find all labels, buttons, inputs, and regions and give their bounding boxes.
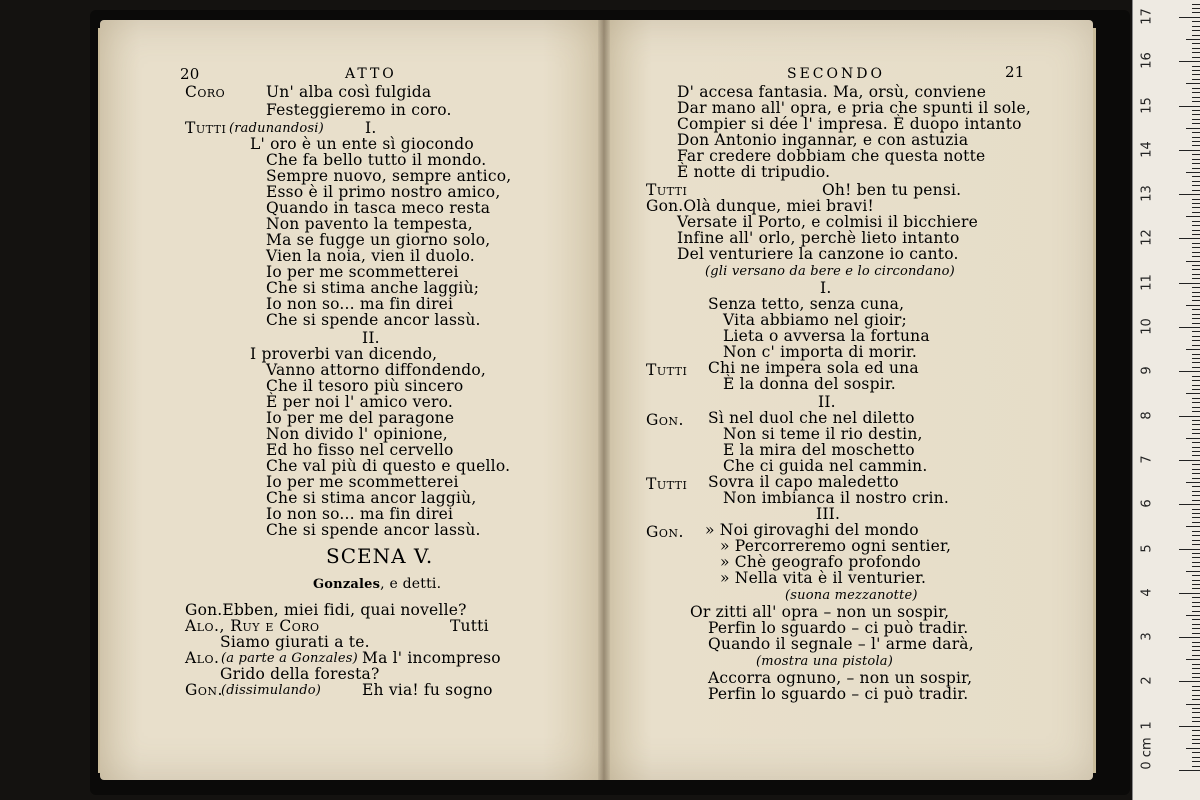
- ruler-tick: [1186, 526, 1200, 527]
- ruler-label: 17: [1139, 8, 1155, 25]
- ruler-tick: [1192, 331, 1200, 332]
- ruler-tick: [1186, 438, 1200, 439]
- stanza-number: I.: [820, 279, 832, 297]
- ruler-tick: [1192, 145, 1200, 146]
- dialogue-line: Far credere dobbiam che questa notte: [677, 147, 986, 165]
- ruler-tick: [1192, 30, 1200, 31]
- ruler-tick: [1192, 35, 1200, 36]
- ruler-label: 3: [1139, 632, 1155, 641]
- dialogue-line: È notte di tripudio.: [677, 163, 831, 181]
- ruler-label: 1: [1139, 721, 1155, 730]
- verse-line: Perfin lo sguardo – ci può tradir.: [708, 619, 969, 637]
- ruler-tick: [1192, 181, 1200, 182]
- ruler-label: 7: [1139, 455, 1155, 464]
- ruler-tick: [1192, 256, 1200, 257]
- verse-line: Ed ho fisso nel cervello: [266, 441, 454, 459]
- stanza-number: II.: [818, 393, 836, 411]
- running-header-right: SECONDO: [787, 66, 885, 82]
- verse-line: Perfin lo sguardo – ci può tradir.: [708, 685, 969, 703]
- ruler-tick: [1186, 216, 1200, 217]
- ruler-tick: [1186, 349, 1200, 350]
- ruler-tick: [1179, 238, 1200, 239]
- ruler-label: 0 cm: [1139, 737, 1155, 770]
- ruler-tick: [1192, 686, 1200, 687]
- ruler-tick: [1192, 314, 1200, 315]
- dialogue-line: Gon.Olà dunque, miei bravi!: [646, 197, 874, 215]
- verse-line: Sempre nuovo, sempre antico,: [266, 167, 512, 185]
- ruler-tick: [1192, 274, 1200, 275]
- ruler-tick: [1192, 212, 1200, 213]
- stanza-number: II.: [362, 329, 380, 347]
- ruler-tick: [1192, 712, 1200, 713]
- ruler-tick: [1186, 261, 1200, 262]
- speaker-label: Tutti: [185, 119, 227, 137]
- ruler-tick: [1192, 398, 1200, 399]
- ruler-tick: [1192, 757, 1200, 758]
- ruler-tick: [1186, 571, 1200, 572]
- ruler-tick: [1192, 695, 1200, 696]
- ruler-tick: [1192, 101, 1200, 102]
- ruler-tick: [1179, 150, 1200, 151]
- ruler-tick: [1192, 743, 1200, 744]
- ruler-tick: [1192, 287, 1200, 288]
- ruler-tick: [1192, 318, 1200, 319]
- dialogue-line: D' accesa fantasia. Ma, orsù, conviene: [677, 83, 987, 101]
- ruler-tick: [1192, 478, 1200, 479]
- dialogue-line: Grido della foresta?: [220, 665, 380, 683]
- ruler-label: 5: [1139, 543, 1155, 553]
- verse-line: Che fa bello tutto il mondo.: [266, 151, 487, 169]
- page-number-left: 20: [180, 65, 200, 83]
- ruler-tick: [1179, 770, 1200, 771]
- stage-direction: (mostra una pistola): [756, 654, 894, 669]
- verse-line: Io per me scommetterei: [266, 263, 459, 281]
- ruler-tick: [1192, 74, 1200, 75]
- stage-direction: (gli versano da bere e lo circondano): [705, 264, 955, 279]
- verse-line: Che val più di questo e quello.: [266, 457, 511, 475]
- ruler-tick: [1192, 584, 1200, 585]
- ruler-label: 11: [1139, 273, 1155, 291]
- ruler-tick: [1179, 61, 1200, 62]
- ruler-tick: [1186, 83, 1200, 84]
- ruler-tick: [1192, 429, 1200, 430]
- ruler-tick: [1192, 92, 1200, 93]
- ruler-tick: [1192, 646, 1200, 647]
- ruler-tick: [1192, 491, 1200, 492]
- ruler-tick: [1192, 8, 1200, 9]
- ruler-tick: [1192, 540, 1200, 541]
- ruler-tick: [1192, 451, 1200, 452]
- verse-line: Non imbianca il nostro crin.: [723, 489, 949, 507]
- ruler-tick: [1192, 575, 1200, 576]
- ruler-tick: [1179, 17, 1200, 18]
- dialogue-line: Ma l' incompreso: [362, 649, 501, 667]
- ruler-tick: [1186, 172, 1200, 173]
- verse-line: Che ci guida nel cammin.: [723, 457, 928, 475]
- ruler-tick: [1179, 504, 1200, 505]
- ruler-tick: [1192, 362, 1200, 363]
- scene-characters-rest: , e detti.: [380, 576, 442, 592]
- ruler-tick: [1192, 252, 1200, 253]
- verse-line: Non pavento la tempesta,: [266, 215, 473, 233]
- ruler-tick: [1192, 730, 1200, 731]
- ruler-tick: [1192, 402, 1200, 403]
- ruler-tick: [1192, 761, 1200, 762]
- ruler-tick: [1192, 141, 1200, 142]
- ruler-tick: [1192, 230, 1200, 231]
- verse-line: Io non so... ma fin direi: [266, 505, 454, 523]
- ruler-tick: [1192, 278, 1200, 279]
- ruler-tick: [1192, 739, 1200, 740]
- ruler-tick: [1192, 185, 1200, 186]
- speaker-label: Alo.: [185, 649, 220, 667]
- ruler-tick: [1192, 611, 1200, 612]
- ruler-tick: [1192, 296, 1200, 297]
- verse-line: Sovra il capo maledetto: [708, 473, 899, 491]
- dialogue-line: Versate il Porto, e colmisi il bicchiere: [677, 213, 979, 231]
- speaker-label: Tutti: [646, 475, 688, 493]
- ruler-tick: [1192, 766, 1200, 767]
- ruler-tick: [1192, 114, 1200, 115]
- ruler-tick: [1192, 12, 1200, 13]
- ruler-tick: [1192, 442, 1200, 443]
- ruler-tick: [1192, 225, 1200, 226]
- ruler-tick: [1179, 106, 1200, 107]
- ruler-tick: [1186, 39, 1200, 40]
- ruler-tick: [1192, 602, 1200, 603]
- ruler-tick: [1186, 659, 1200, 660]
- verse-line: Non divido l' opinione,: [266, 425, 448, 443]
- ruler-tick: [1192, 557, 1200, 558]
- ruler-tick: [1186, 482, 1200, 483]
- verse-line: Or zitti all' opra – non un sospir,: [690, 603, 950, 621]
- ruler-tick: [1192, 159, 1200, 160]
- ruler-label: 9: [1139, 366, 1155, 375]
- verse-line: E la mira del moschetto: [723, 441, 915, 459]
- ruler-tick: [1192, 110, 1200, 111]
- ruler-tick: [1192, 469, 1200, 470]
- ruler-label: 6: [1139, 499, 1155, 508]
- ruler-tick: [1192, 455, 1200, 456]
- dialogue-line: Eh via! fu sogno: [362, 681, 493, 699]
- ruler-tick: [1192, 385, 1200, 386]
- speaker-label: Gon.: [185, 681, 223, 699]
- ruler-tick: [1192, 345, 1200, 346]
- ruler-tick: [1192, 642, 1200, 643]
- ruler-tick: [1192, 517, 1200, 518]
- ruler-tick: [1192, 717, 1200, 718]
- ruler-tick: [1192, 628, 1200, 629]
- verse-line: Che il tesoro più sincero: [266, 377, 464, 395]
- ruler-tick: [1192, 119, 1200, 120]
- ruler-label: 10: [1139, 318, 1155, 335]
- verse-line: Chi ne impera sola ed una: [708, 359, 919, 377]
- ruler-tick: [1192, 132, 1200, 133]
- ruler-tick: [1192, 420, 1200, 421]
- ruler-tick: [1179, 549, 1200, 550]
- ruler-tick: [1186, 748, 1200, 749]
- ruler-tick: [1179, 371, 1200, 372]
- ruler-tick: [1192, 606, 1200, 607]
- ruler-tick: [1192, 566, 1200, 567]
- ruler-tick: [1192, 389, 1200, 390]
- ruler-tick: [1179, 460, 1200, 461]
- ruler-tick: [1192, 588, 1200, 589]
- ruler-tick: [1192, 407, 1200, 408]
- ruler-tick: [1186, 704, 1200, 705]
- dialogue-line: Siamo giurati a te.: [220, 633, 370, 651]
- verse-line: Vanno attorno diffondendo,: [266, 361, 487, 379]
- stage-direction: (dissimulando): [221, 683, 322, 698]
- ruler-tick: [1192, 221, 1200, 222]
- ruler-tick: [1192, 323, 1200, 324]
- ruler-tick: [1192, 88, 1200, 89]
- speaker-label: Gon.: [646, 411, 684, 429]
- ruler-tick: [1192, 690, 1200, 691]
- ruler-tick: [1192, 79, 1200, 80]
- ruler-tick: [1192, 269, 1200, 270]
- ruler-tick: [1192, 154, 1200, 155]
- verse-line: Che si stima ancor laggiù,: [266, 489, 477, 507]
- verse-line: Che si spende ancor lassù.: [266, 311, 481, 329]
- ruler-tick: [1192, 699, 1200, 700]
- speaker-label: Tutti: [646, 361, 688, 379]
- verse-line: Non si teme il rio destin,: [723, 425, 923, 443]
- ruler-tick: [1192, 358, 1200, 359]
- ruler-tick: [1192, 52, 1200, 53]
- verse-line: Un' alba così fulgida: [266, 83, 432, 101]
- ruler-tick: [1192, 123, 1200, 124]
- verse-line: Sì nel duol che nel diletto: [708, 409, 915, 427]
- verse-line: Vita abbiamo nel gioir;: [723, 311, 907, 329]
- verse-line: Lieta o avversa la fortuna: [723, 327, 930, 345]
- ruler-tick: [1192, 234, 1200, 235]
- speaker-label: Gon.: [646, 523, 684, 541]
- stage-direction: (suona mezzanotte): [785, 588, 918, 603]
- verse-line: Ma se fugge un giorno solo,: [266, 231, 491, 249]
- ruler-label: 13: [1139, 185, 1155, 202]
- verse-line: Che si spende ancor lassù.: [266, 521, 481, 539]
- ruler-tick: [1192, 176, 1200, 177]
- ruler-tick: [1192, 624, 1200, 625]
- ruler-tick: [1192, 70, 1200, 71]
- verse-line: Non c' importa di morir.: [723, 343, 918, 361]
- ruler-tick: [1192, 190, 1200, 191]
- ruler-tick: [1192, 673, 1200, 674]
- stanza-number: I.: [365, 119, 377, 137]
- verse-line: Vien la noia, vien il duolo.: [266, 247, 475, 265]
- ruler-tick: [1192, 677, 1200, 678]
- ruler-tick: [1186, 615, 1200, 616]
- scene-characters: [313, 576, 441, 593]
- speaker-label: Coro: [185, 83, 226, 101]
- ruler-tick: [1192, 203, 1200, 204]
- verse-line: Senza tetto, senza cuna,: [708, 295, 905, 313]
- stanza-number: III.: [816, 505, 841, 523]
- ruler-tick: [1192, 48, 1200, 49]
- ruler-tick: [1192, 199, 1200, 200]
- verse-line: » Percorreremo ogni sentier,: [720, 537, 952, 555]
- ruler-tick: [1179, 726, 1200, 727]
- ruler-tick: [1179, 593, 1200, 594]
- ruler-tick: [1192, 367, 1200, 368]
- ruler-tick: [1186, 393, 1200, 394]
- verse-line: » Noi girovaghi del mondo: [705, 521, 919, 539]
- ruler-tick: [1192, 668, 1200, 669]
- ruler-tick: [1186, 305, 1200, 306]
- ruler-tick: [1192, 26, 1200, 27]
- ruler-tick: [1192, 168, 1200, 169]
- dialogue-line: Oh! ben tu pensi.: [822, 181, 962, 199]
- verse-line: È la donna del sospir.: [723, 375, 896, 393]
- book-gutter: [598, 20, 610, 780]
- ruler-tick: [1179, 327, 1200, 328]
- character-name: Gonzales: [313, 577, 381, 592]
- ruler-tick: [1192, 495, 1200, 496]
- ruler-label: 12: [1139, 229, 1155, 247]
- verse-line: Io per me del paragone: [266, 409, 455, 427]
- ruler-tick: [1192, 708, 1200, 709]
- ruler-tick: [1192, 336, 1200, 337]
- ruler-tick: [1192, 650, 1200, 651]
- scene-title: SCENA V.: [326, 544, 434, 568]
- verse-line: Quando in tasca meco resta: [266, 199, 491, 217]
- ruler-tick: [1192, 531, 1200, 532]
- ruler-tick: [1192, 473, 1200, 474]
- verse-line: È per noi l' amico vero.: [266, 393, 453, 411]
- ruler-tick: [1192, 562, 1200, 563]
- verse-line: » Chè geografo profondo: [720, 553, 921, 571]
- dialogue-line: Infine all' orlo, perchè lieto intanto: [677, 229, 960, 247]
- ruler-tick: [1192, 4, 1200, 5]
- ruler-tick: [1192, 447, 1200, 448]
- ruler-tick: [1192, 340, 1200, 341]
- ruler-tick: [1192, 97, 1200, 98]
- running-header-left: ATTO: [345, 66, 397, 82]
- verse-line: Quando il segnale – l' arme darà,: [708, 635, 974, 653]
- ruler-tick: [1179, 283, 1200, 284]
- ruler-tick: [1192, 486, 1200, 487]
- ruler-tick: [1192, 433, 1200, 434]
- ruler-tick: [1192, 464, 1200, 465]
- dialogue-line: Dar mano all' opra, e pria che spunti il sole,: [677, 99, 1031, 117]
- dialogue-line: Del venturiere la canzone io canto.: [677, 245, 959, 263]
- ruler-tick: [1192, 424, 1200, 425]
- verse-line: L' oro è un ente sì giocondo: [250, 135, 474, 153]
- speaker-label: Alo., Ruy e Coro: [185, 617, 320, 635]
- ruler-tick: [1192, 43, 1200, 44]
- ruler-label: 8: [1139, 410, 1155, 420]
- ruler-tick: [1192, 522, 1200, 523]
- ruler-tick: [1179, 681, 1200, 682]
- ruler-tick: [1192, 354, 1200, 355]
- verse-line: Io per me scommetterei: [266, 473, 459, 491]
- verse-line: Io non so... ma fin direi: [266, 295, 454, 313]
- ruler-tick: [1192, 21, 1200, 22]
- ruler-tick: [1192, 553, 1200, 554]
- ruler-tick: [1192, 57, 1200, 58]
- ruler-tick: [1192, 633, 1200, 634]
- ruler-tick: [1192, 376, 1200, 377]
- measuring-ruler: [1132, 0, 1200, 800]
- ruler-tick: [1192, 580, 1200, 581]
- ruler-label: 15: [1139, 96, 1155, 114]
- dialogue-line: Gon.Ebben, miei fidi, quai novelle?: [185, 601, 467, 619]
- ruler-label: 14: [1139, 141, 1155, 158]
- ruler-tick: [1192, 380, 1200, 381]
- ruler-tick: [1192, 619, 1200, 620]
- ruler-tick: [1192, 597, 1200, 598]
- ruler-tick: [1192, 513, 1200, 514]
- ruler-tick: [1192, 66, 1200, 67]
- ruler-tick: [1192, 721, 1200, 722]
- ruler-label: 16: [1139, 52, 1155, 69]
- ruler-tick: [1192, 735, 1200, 736]
- ruler-tick: [1192, 411, 1200, 412]
- ruler-label: 4: [1139, 588, 1155, 597]
- verse-line: Che si stima anche laggiù;: [266, 279, 480, 297]
- ruler-tick: [1192, 207, 1200, 208]
- verse-line: Festeggieremo in coro.: [266, 101, 452, 119]
- page-number-right: 21: [1005, 63, 1025, 81]
- ruler-tick: [1192, 309, 1200, 310]
- verse-line: Esso è il primo nostro amico,: [266, 183, 501, 201]
- ruler-tick: [1192, 163, 1200, 164]
- ruler-tick: [1192, 664, 1200, 665]
- ruler-tick: [1192, 544, 1200, 545]
- ruler-tick: [1192, 509, 1200, 510]
- speaker-label: Tutti: [646, 181, 688, 199]
- verse-line: Accorra ognuno, – non un sospir,: [708, 669, 973, 687]
- ruler-tick: [1186, 128, 1200, 129]
- ruler-label: 2: [1139, 676, 1155, 686]
- speaker-label: Tutti: [450, 617, 489, 635]
- stage-direction: (a parte a Gonzales): [221, 651, 358, 666]
- ruler-tick: [1192, 137, 1200, 138]
- ruler-tick: [1192, 655, 1200, 656]
- ruler-tick: [1192, 292, 1200, 293]
- verse-line: » Nella vita è il venturier.: [720, 569, 927, 587]
- ruler-tick: [1192, 500, 1200, 501]
- verse-line: I proverbi van dicendo,: [250, 345, 438, 363]
- ruler-tick: [1192, 752, 1200, 753]
- ruler-tick: [1179, 194, 1200, 195]
- ruler-tick: [1179, 637, 1200, 638]
- ruler-tick: [1192, 243, 1200, 244]
- dialogue-line: Don Antonio ingannar, e con astuzia: [677, 131, 969, 149]
- ruler-tick: [1192, 535, 1200, 536]
- ruler-tick: [1192, 247, 1200, 248]
- stage-direction: (radunandosi): [229, 121, 324, 136]
- ruler-tick: [1192, 265, 1200, 266]
- ruler-tick: [1192, 300, 1200, 301]
- dialogue-line: Compier si dée l' impresa. È duopo intanto: [677, 115, 1022, 133]
- ruler-tick: [1179, 416, 1200, 417]
